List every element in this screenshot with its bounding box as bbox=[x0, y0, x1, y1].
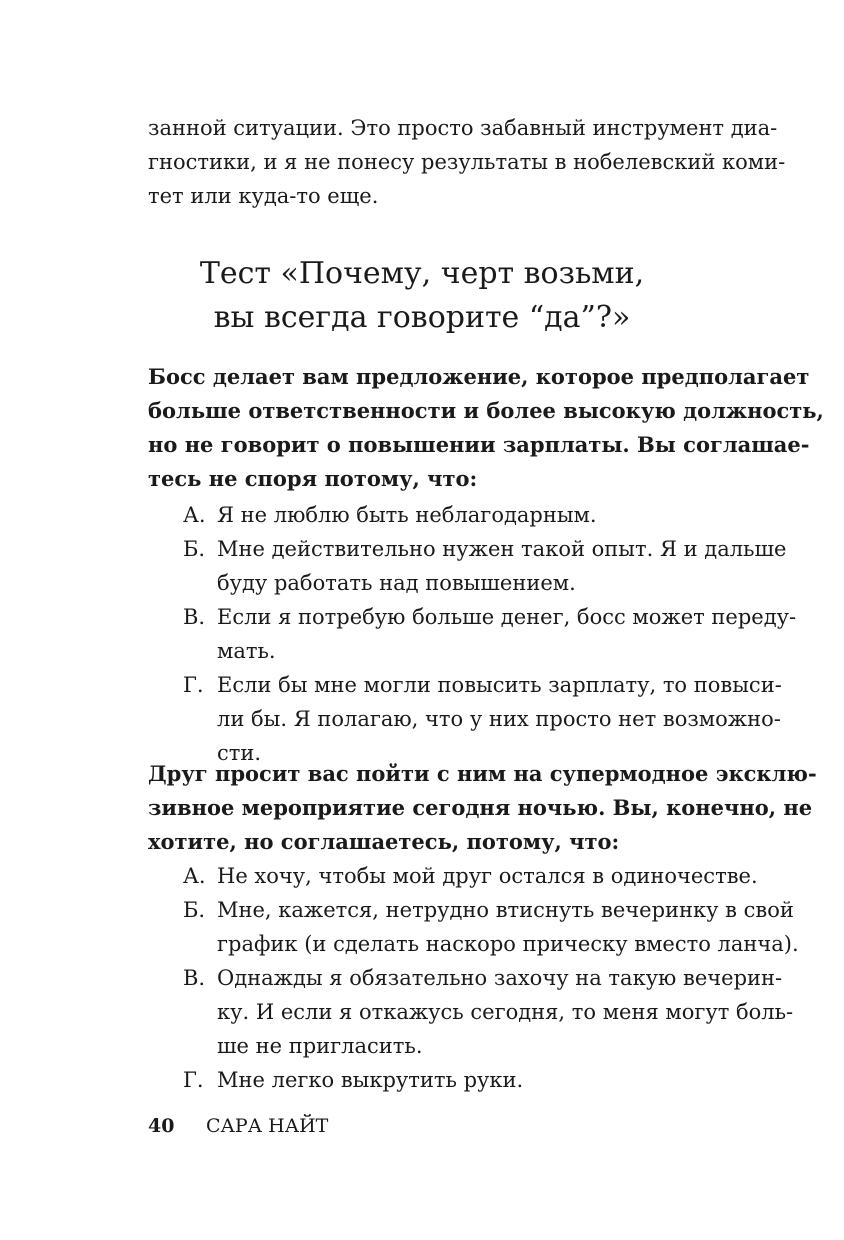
answer-marker: Г. bbox=[183, 673, 204, 697]
question-line: но не говорит о повышении зарплаты. Вы соглашае- bbox=[148, 432, 810, 457]
question-line: хотите, но соглашаетесь, потому, что: bbox=[148, 829, 620, 854]
answer-c bbox=[148, 600, 797, 668]
question-line: Друг просит вас пойти с ним на супермодное эксклю- bbox=[148, 761, 817, 786]
answer-line: Я не люблю быть неблагодарным. bbox=[217, 503, 597, 527]
heading-line: вы всегда говорите “да”?» bbox=[213, 300, 631, 335]
intro-line: занной ситуации. Это просто забавный инструмент диа- bbox=[148, 116, 778, 140]
answer-marker: А. bbox=[183, 503, 206, 527]
question-line: Босс делает вам предложение, которое предполагает bbox=[148, 364, 810, 389]
answer-marker: Б. bbox=[183, 537, 206, 561]
answer-marker: Г. bbox=[183, 1068, 204, 1092]
answer-line: Если я потребую больше денег, босс может переду- bbox=[217, 605, 797, 629]
question-1-text bbox=[148, 360, 824, 496]
question-2 bbox=[148, 757, 817, 1097]
answer-b bbox=[148, 532, 787, 600]
answer-marker: В. bbox=[183, 605, 206, 629]
answer-line: Не хочу, чтобы мой друг остался в одиночестве. bbox=[217, 864, 758, 888]
answer-marker: В. bbox=[183, 966, 206, 990]
answer-line: ли бы. Я полагаю, что у них просто нет возможно- bbox=[217, 707, 781, 731]
answer-line: Однажды я обязательно захочу на такую вечерин- bbox=[217, 966, 783, 990]
answer-line: Мне легко выкрутить руки. bbox=[217, 1068, 524, 1092]
intro-paragraph bbox=[148, 111, 786, 213]
answer-d bbox=[148, 1063, 760, 1097]
answer-d bbox=[148, 668, 782, 770]
answer-line: график (и сделать наскоро прическу вместо ланча). bbox=[217, 932, 799, 956]
answer-b bbox=[148, 893, 799, 961]
answer-line: ше не пригласить. bbox=[217, 1034, 423, 1058]
answer-a bbox=[148, 859, 760, 893]
question-line: зивное мероприятие сегодня ночью. Вы, конечно, не bbox=[148, 795, 813, 820]
answer-marker: Б. bbox=[183, 898, 206, 922]
answer-line: мать. bbox=[217, 639, 276, 663]
answer-line: буду работать над повышением. bbox=[217, 571, 576, 595]
heading-line: Тест «Почему, черт возьми, bbox=[199, 256, 645, 291]
answer-marker: А. bbox=[183, 864, 206, 888]
question-1 bbox=[148, 360, 824, 770]
intro-line: тет или куда-то еще. bbox=[148, 184, 379, 208]
answer-line: сти. bbox=[217, 741, 262, 765]
question-2-text bbox=[148, 757, 817, 859]
answer-line: ку. И если я откажусь сегодня, то меня могут боль- bbox=[217, 1000, 794, 1024]
question-line: тесь не споря потому, что: bbox=[148, 466, 478, 491]
answer-line: Мне действительно нужен такой опыт. Я и дальше bbox=[217, 537, 787, 561]
page-footer bbox=[148, 1109, 328, 1143]
answer-line: Если бы мне могли повысить зарплату, то повыси- bbox=[217, 673, 782, 697]
page-number: 40 bbox=[148, 1115, 175, 1137]
answer-c bbox=[148, 961, 794, 1063]
question-line: больше ответственности и более высокую должность, bbox=[148, 398, 824, 423]
answer-a bbox=[148, 498, 760, 532]
section-heading bbox=[0, 252, 844, 340]
answer-line: Мне, кажется, нетрудно втиснуть вечеринку в свой bbox=[217, 898, 794, 922]
running-author: САРА НАЙТ bbox=[206, 1115, 329, 1137]
intro-line: гностики, и я не понесу результаты в нобелевский коми- bbox=[148, 150, 786, 174]
